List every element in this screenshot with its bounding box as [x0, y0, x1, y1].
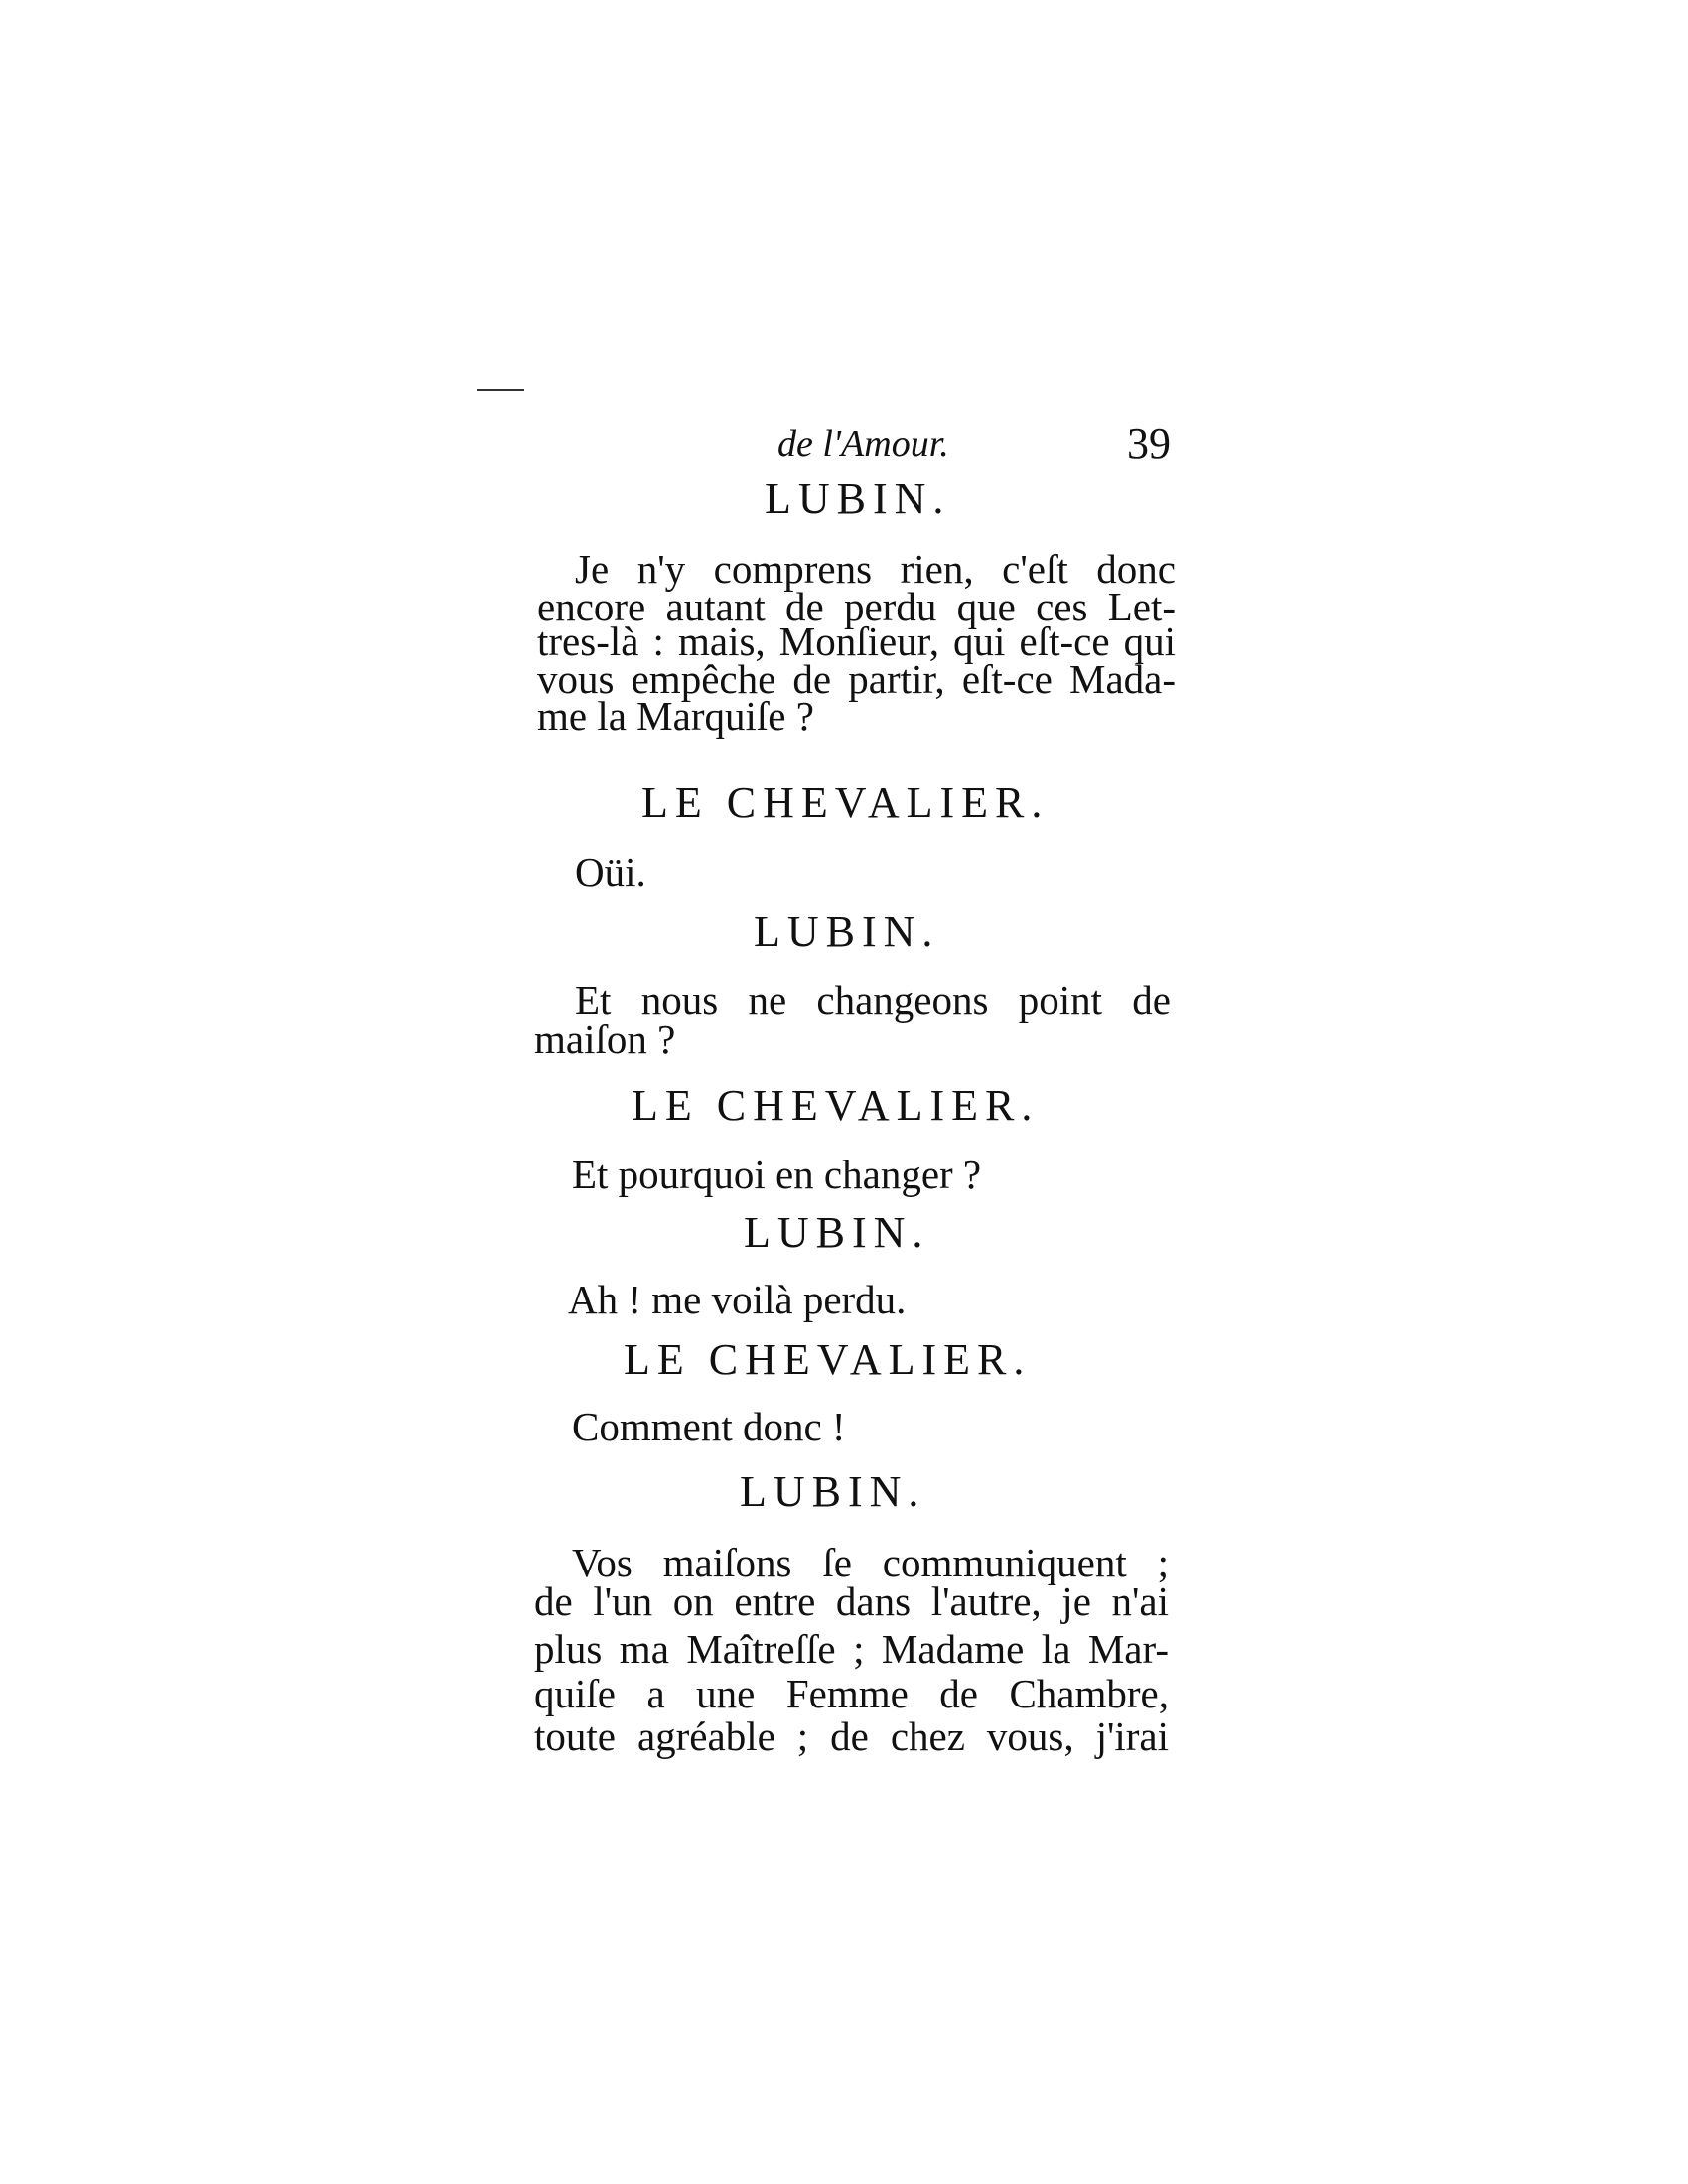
scan-speck — [477, 389, 524, 391]
text-line: de l'un on entre dans l'autre, je n'ai — [534, 1578, 1169, 1624]
text-line: maiſon ? — [534, 1017, 676, 1062]
speaker-name: LUBIN. — [740, 1467, 926, 1516]
text-line: me la Marquiſe ? — [537, 693, 814, 739]
speaker-name: LUBIN. — [754, 907, 940, 956]
speaker-name: LE CHEVALIER. — [641, 778, 1050, 827]
speaker-name: LE CHEVALIER. — [632, 1081, 1040, 1130]
speaker-name: LUBIN. — [765, 475, 951, 523]
running-title: de l'Amour. — [777, 423, 949, 465]
text-line: Je n'y comprens rien, c'eſt donc — [575, 546, 1176, 592]
text-line: tres-là : mais, Monſieur, qui eſt-ce qui — [537, 618, 1176, 664]
page-number: 39 — [1127, 419, 1171, 468]
text-line: encore autant de perdu que ces Let- — [537, 584, 1176, 629]
text-line: Vos maiſons ſe communiquent ; — [572, 1540, 1169, 1585]
speaker-name: LUBIN. — [744, 1208, 930, 1257]
text-line: Oüi. — [575, 849, 646, 894]
text-line: Ah ! me voilà perdu. — [568, 1277, 907, 1322]
text-line: Et nous ne changeons point de — [575, 977, 1171, 1023]
text-line: Comment donc ! — [572, 1404, 846, 1449]
text-line: quiſe a une Femme de Chambre, — [534, 1671, 1169, 1716]
text-line: plus ma Maîtreſſe ; Madame la Mar- — [534, 1626, 1169, 1672]
text-line: toute agréable ; de chez vous, j'irai — [534, 1713, 1169, 1759]
text-line: vous empêche de partir, eſt-ce Mada- — [537, 656, 1176, 702]
speaker-name: LE CHEVALIER. — [624, 1335, 1032, 1384]
text-line: Et pourquoi en changer ? — [572, 1152, 982, 1197]
